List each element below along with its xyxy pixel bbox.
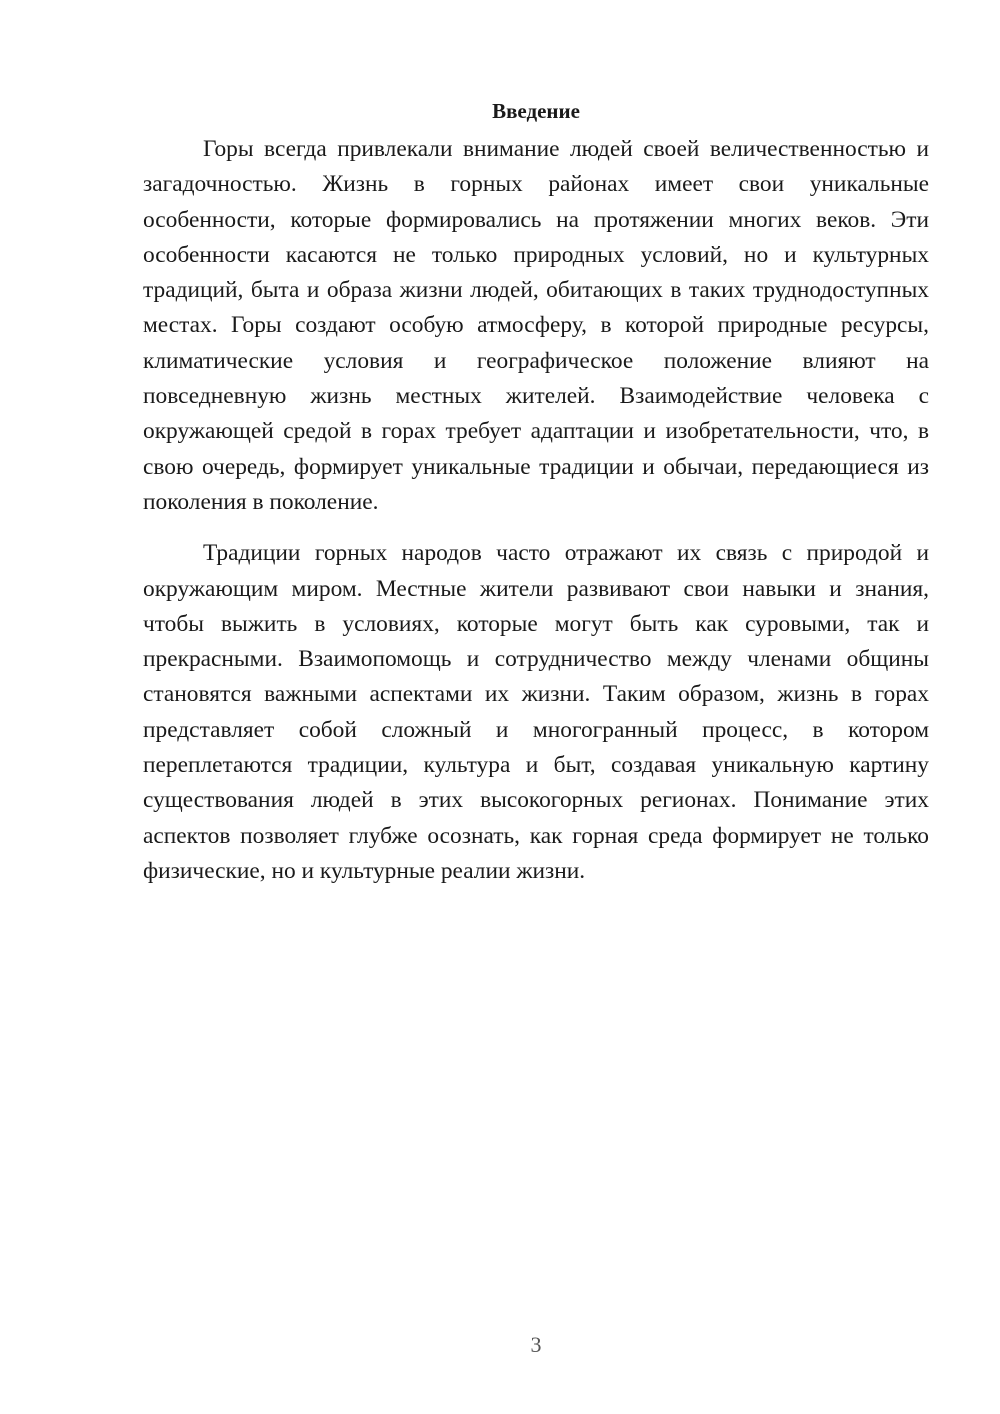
section-heading: Введение [492, 99, 580, 123]
page-content [143, 92, 929, 889]
page-number: 3 [530, 1332, 542, 1357]
paragraph-2: Традиции горных народов часто отражают их связь с природой и окружающим миром. Местные жители развивают свои навыки и знания, чтобы выжить в условиях, которые могут быть как суровыми, так и прекрасными. Взаимопомощь и сотрудничество между членами общины становятся важными аспектами их жизни. Таким образом, жизнь в горах представляет собой сложный и многогранный процесс, в котором переплетаются традиции, культура и быт, создавая уникальную картину существования людей в этих высокогорных регионах. Понимание этих аспектов позволяет глубже осознать, как горная среда формирует не только физические, но и культурные реалии жизни. [143, 540, 929, 884]
paragraph-1: Горы всегда привлекали внимание людей своей величественностью и загадочностью. Жизнь в горных районах имеет свои уникальные особенности, которые формировались на протяжении многих веков. Эти особенности касаются не только природных условий, но и культурных традиций, быта и образа жизни людей, обитающих в таких труднодоступных местах. Горы создают особую атмосферу, в которой природные ресурсы, климатические условия и географическое положение влияют на повседневную жизнь местных жителей. Взаимодействие человека с окружающей средой в горах требует адаптации и изобретательности, что, в свою очередь, формирует уникальные традиции и обычаи, передающиеся из поколения в поколение. [143, 136, 929, 515]
